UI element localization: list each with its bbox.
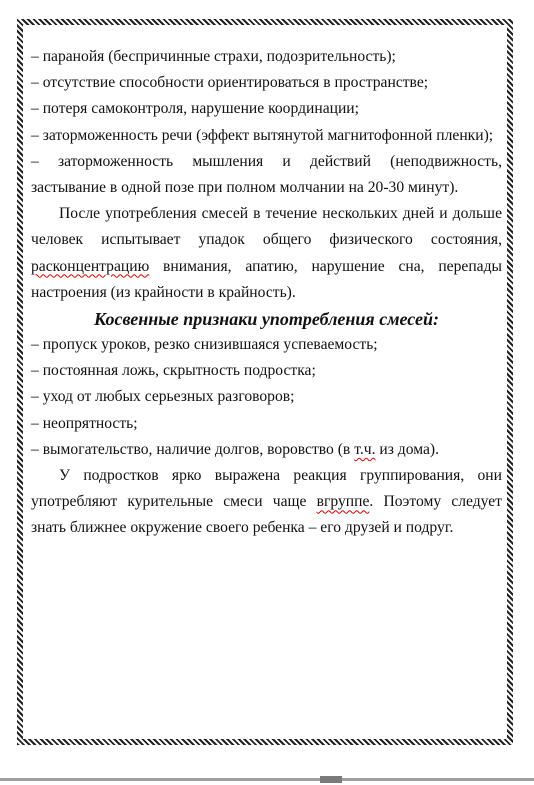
- paragraph-text: . Поэтому следует знать ближнее окружение своего ребенка – его друзей и подруг.: [31, 493, 502, 537]
- spellcheck-flagged-word[interactable]: расконцентрацию: [31, 257, 150, 275]
- section-heading: Косвенные признаки употребления смесей:: [93, 309, 440, 330]
- list-item-text: из дома).: [375, 440, 439, 458]
- list-item: – паранойя (беспричинные страхи, подозрительность);: [31, 48, 396, 65]
- list-item: – уход от любых серьезных разговоров;: [31, 388, 295, 406]
- document-body: [31, 44, 502, 542]
- list-item: [31, 437, 502, 463]
- paragraph-text: внимания, апатию, нарушение сна, перепады настроения (из крайности в крайность).: [31, 257, 502, 301]
- paragraph: [31, 463, 502, 542]
- scroll-indicator[interactable]: [320, 776, 342, 783]
- list-item: – неопрятность;: [31, 414, 138, 432]
- paragraph-text: После употребления смесей в течение нескольких дней и дольше человек испытывает упадок общего физического состояния,: [31, 205, 502, 249]
- list-item: – постоянная ложь, скрытность подростка;: [31, 362, 316, 380]
- page-bottom-rule: [0, 778, 534, 781]
- list-item: – отсутствие способности ориентироваться в пространстве;: [31, 74, 429, 92]
- list-item: – заторможенность мышления и действий (неподвижность, застывание в одной позе при полном молчании на 20-30 минут).: [31, 152, 502, 197]
- list-item: – пропуск уроков, резко снизившаяся успеваемость;: [31, 336, 378, 354]
- list-item: – потеря самоконтроля, нарушение координации;: [31, 100, 359, 118]
- spellcheck-flagged-word[interactable]: т.ч.: [354, 440, 376, 458]
- list-item: – заторможенность речи (эффект вытянутой магнитофонной пленки);: [31, 126, 494, 144]
- list-item-text: – вымогательство, наличие долгов, воровство (в: [31, 440, 355, 458]
- paragraph: [31, 201, 502, 306]
- spellcheck-flagged-word[interactable]: вгруппе: [316, 493, 370, 511]
- paragraph-text: У подростков ярко выражена реакция группирования, они употребляют курительные смеси чаще: [31, 467, 502, 511]
